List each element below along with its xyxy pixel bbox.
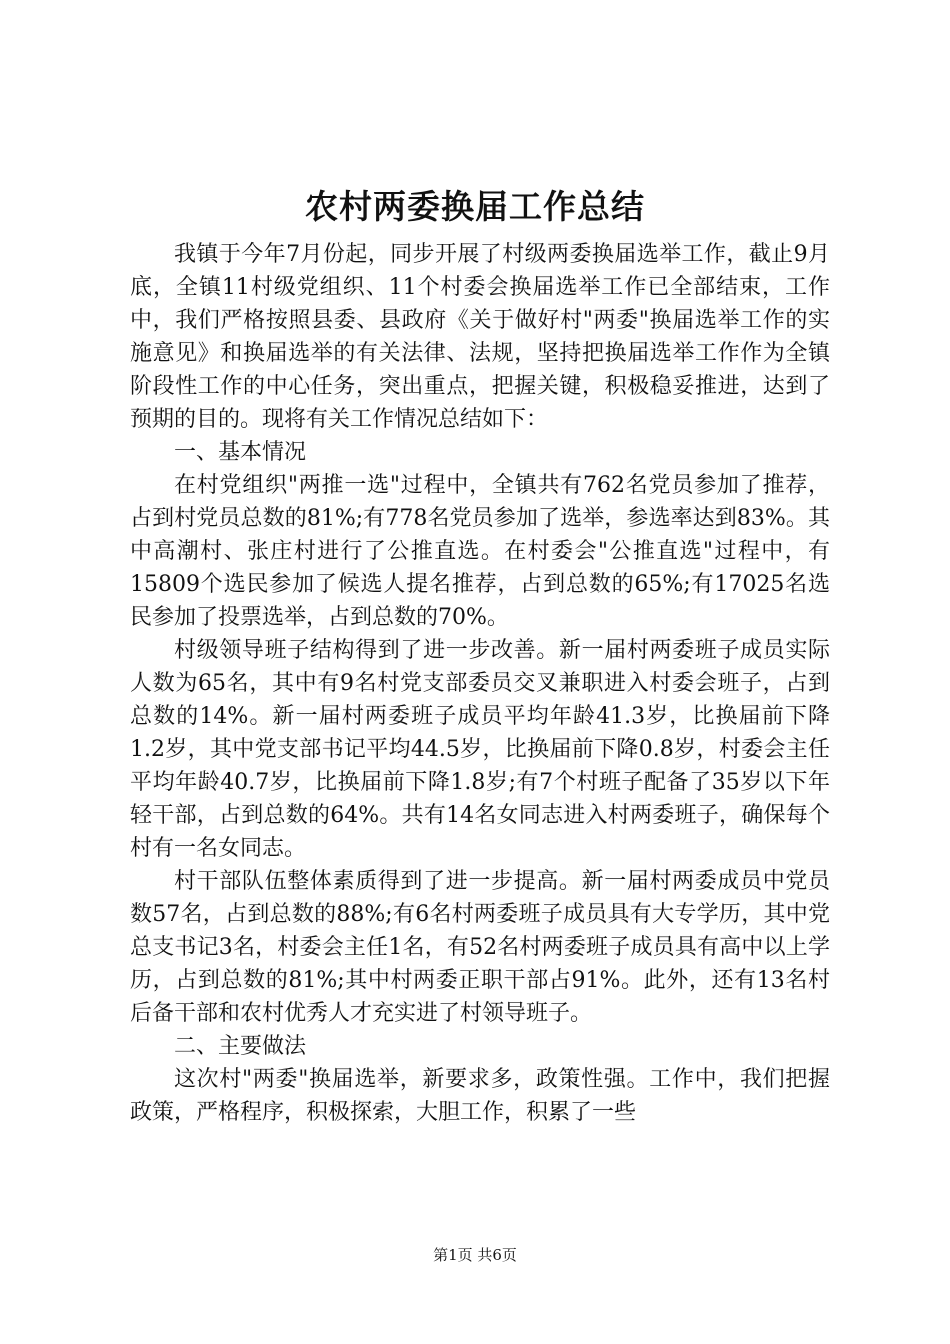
section-heading-methods: 二、主要做法 bbox=[174, 1034, 307, 1059]
page-footer: 第1页 共6页 bbox=[433, 1246, 517, 1264]
paragraph-structure: 村级领导班子结构得到了进一步改善。新一届村两委班子成员实际人数为65名，其中有9名村党支部委员交叉兼职进入村委会班子，占到总数的14%。新一届村两委班子成员平均年龄41.3岁，比换届前下降1.2岁，其中党支部书记平均44.5岁，比换届前下降0.8岁，村委会主任平均年龄40.7岁，比换届前下降1.8岁;有7个村班子配备了35岁以下年轻干部，占到总数的64%。共有14名女同志进入村两委班子，确保每个村有一名女同志。 bbox=[130, 638, 830, 861]
document-title: 农村两委换届工作总结 bbox=[305, 187, 645, 226]
paragraph-election-stats: 在村党组织"两推一选"过程中，全镇共有762名党员参加了推荐，占到村党员总数的81%;有778名党员参加了选举，参选率达到83%。其中高潮村、张庄村进行了公推直选。在村委会"公推直选"过程中，有15809个选民参加了候选人提名推荐，占到总数的65%;有17025名选民参加了投票选举，占到总数的70%。 bbox=[130, 473, 830, 630]
paragraph-quality: 村干部队伍整体素质得到了进一步提高。新一届村两委成员中党员数57名，占到总数的88%;有6名村两委班子成员具有大专学历，其中党总支书记3名，村委会主任1名，有52名村两委班子成员具有高中以上学历，占到总数的81%;其中村两委正职干部占91%。此外，还有13名村后备干部和农村优秀人才充实进了村领导班子。 bbox=[130, 869, 830, 1026]
paragraph-intro: 我镇于今年7月份起，同步开展了村级两委换届选举工作，截止9月底，全镇11村级党组织、11个村委会换届选举工作已全部结束，工作中，我们严格按照县委、县政府《关于做好村"两委"换届选举工作的实施意见》和换届选举的有关法律、法规，坚持把换届选举工作作为全镇阶段性工作的中心任务，突出重点，把握关键，积极稳妥推进，达到了预期的目的。现将有关工作情况总结如下： bbox=[130, 242, 830, 432]
section-heading-basic: 一、基本情况 bbox=[174, 440, 307, 465]
document-body bbox=[130, 238, 830, 1129]
paragraph-methods: 这次村"两委"换届选举，新要求多，政策性强。工作中，我们把握政策，严格程序，积极探索，大胆工作，积累了一些 bbox=[130, 1067, 830, 1125]
